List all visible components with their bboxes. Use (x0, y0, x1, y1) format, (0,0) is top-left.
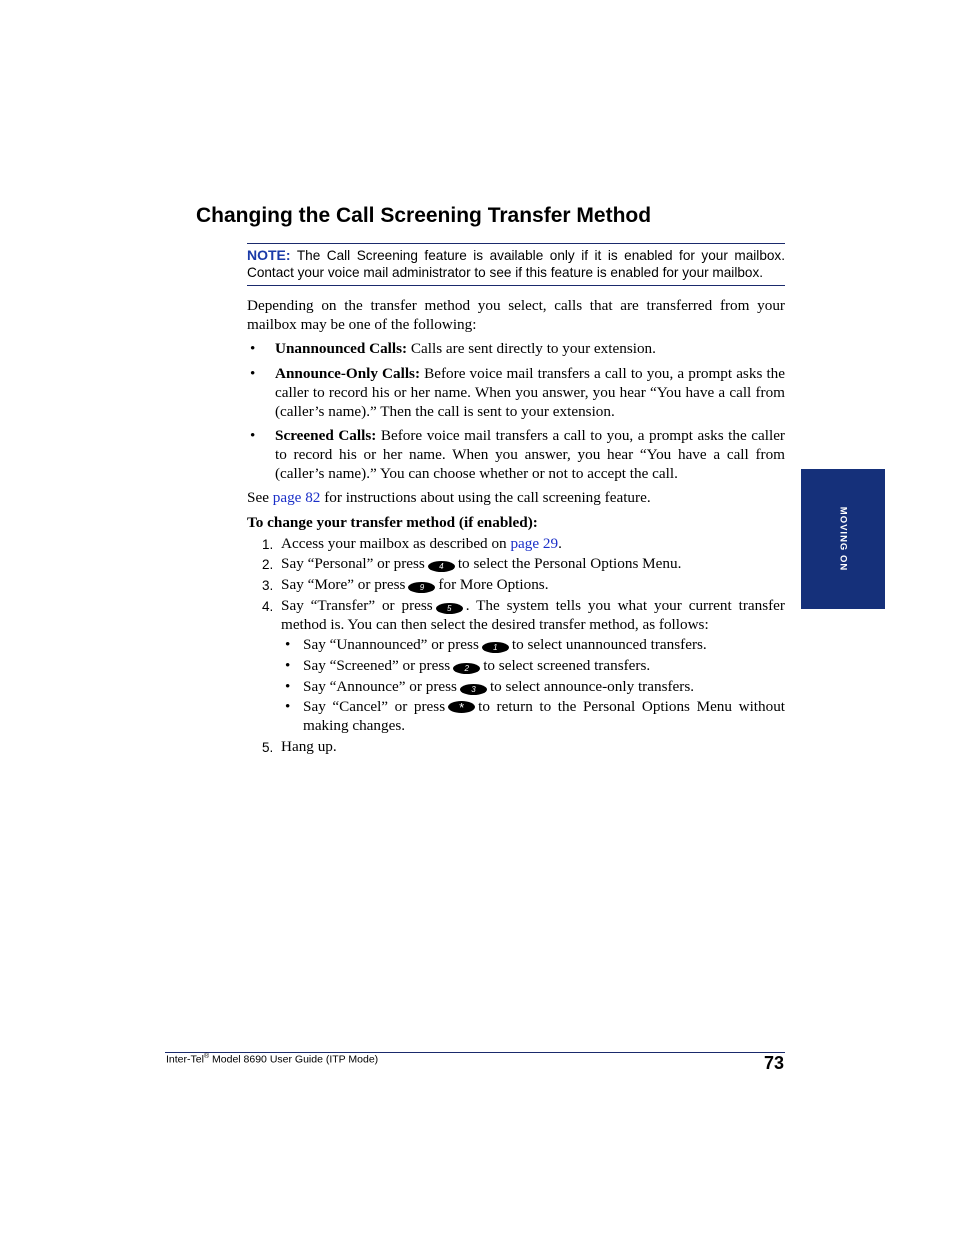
step-text: for More Options. (438, 576, 549, 594)
step-text: Access your mailbox as described on (281, 534, 507, 552)
note-label: NOTE: (247, 247, 291, 263)
see-text: for instructions about using the call screening feature. (324, 489, 651, 507)
list-item (247, 340, 785, 359)
option-text: to select screened transfers. (483, 656, 651, 674)
chapter-tab (801, 469, 885, 609)
keypad-9-icon: 9 (408, 582, 435, 593)
step-list (247, 535, 785, 757)
keypad-2-icon: 2 (453, 663, 480, 674)
procedure-heading (247, 514, 785, 533)
option-text: Say “Screened” or press (303, 656, 451, 674)
page-number: 73 (763, 1053, 784, 1073)
step-text: Say “Transfer” or press (281, 596, 433, 614)
page-82-link[interactable]: page 82 (272, 489, 321, 507)
option-list (281, 636, 785, 736)
step-number: 3. (262, 578, 274, 594)
note-text: The Call Screening feature is available only if it is enabled for your mailbox. Contact your voice mail administrator to see if this feature is enabled for your mailbox. (247, 248, 786, 280)
list-item (247, 738, 785, 757)
keypad-star-icon: * (448, 701, 475, 713)
list-item (247, 576, 785, 595)
call-type-text: Before voice mail transfers a call to you, a prompt asks the caller to record his or her name. When you answer, you hear “You have a call from (caller’s name).” You can choose whether or not to accept the call. (275, 427, 785, 482)
option-text: Say “Unannounced” or press (303, 636, 479, 654)
keypad-1-icon: 1 (482, 642, 509, 653)
list-item (281, 698, 785, 735)
call-type-list (247, 340, 785, 483)
step-text: to select the Personal Options Menu. (457, 555, 682, 573)
step-text: Hang up. (281, 737, 337, 755)
list-item (247, 365, 785, 421)
registered-mark: ® (203, 1053, 210, 1060)
list-item (281, 657, 785, 676)
step-text: Say “Personal” or press (281, 555, 425, 573)
keypad-3-icon: 3 (460, 684, 487, 695)
footer-title (166, 1053, 378, 1066)
procedure-heading-text: To change your transfer method (if enabled): (247, 514, 538, 532)
step-text: . (558, 534, 562, 552)
list-item (247, 597, 785, 736)
step-number: 1. (262, 536, 274, 552)
keypad-4-icon: 4 (428, 561, 455, 572)
list-item (247, 555, 785, 574)
option-text: Say “Announce” or press (303, 677, 457, 695)
chapter-tab-label: MOVING ON (837, 506, 849, 572)
see-text: See (247, 489, 269, 507)
see-paragraph (247, 489, 785, 508)
call-type-text: Before voice mail transfers a call to you, a prompt asks the caller to record his or her name. When you answer, you hear “You have a call from (caller’s name).” Then the call is sent to your extension. (275, 365, 785, 420)
list-item (281, 636, 785, 655)
keypad-5-icon: 5 (436, 603, 463, 614)
call-type-term: Announce-Only Calls: (275, 365, 421, 383)
step-number: 4. (262, 598, 274, 614)
list-item (281, 678, 785, 697)
option-text: Say “Cancel” or press (303, 698, 446, 716)
page-29-link[interactable]: page 29 (510, 534, 559, 552)
footer-brand: Inter-Tel (166, 1053, 204, 1066)
call-type-text: Calls are sent directly to your extension. (410, 340, 656, 358)
footer-guide-name: Model 8690 User Guide (ITP Mode) (209, 1053, 379, 1066)
step-number: 5. (262, 739, 274, 755)
call-type-term: Unannounced Calls: (275, 340, 408, 358)
step-text: . The system tells you what your current transfer method is. You can then select the desired transfer method, as follows: (281, 596, 785, 633)
option-text: to select announce-only transfers. (489, 677, 695, 695)
list-item (247, 427, 785, 483)
page-title: Changing the Call Screening Transfer Method (196, 204, 652, 227)
body-content (247, 297, 785, 756)
option-text: to select unannounced transfers. (511, 636, 707, 654)
list-item (247, 535, 785, 554)
step-number: 2. (262, 557, 274, 573)
note-box (247, 243, 785, 286)
intro-paragraph: Depending on the transfer method you select, calls that are transferred from your mailbox may be one of the following: (247, 297, 785, 333)
option-text: to return to the Personal Options Menu without making changes. (303, 698, 786, 735)
step-text: Say “More” or press (281, 576, 406, 594)
call-type-term: Screened Calls: (275, 427, 377, 445)
